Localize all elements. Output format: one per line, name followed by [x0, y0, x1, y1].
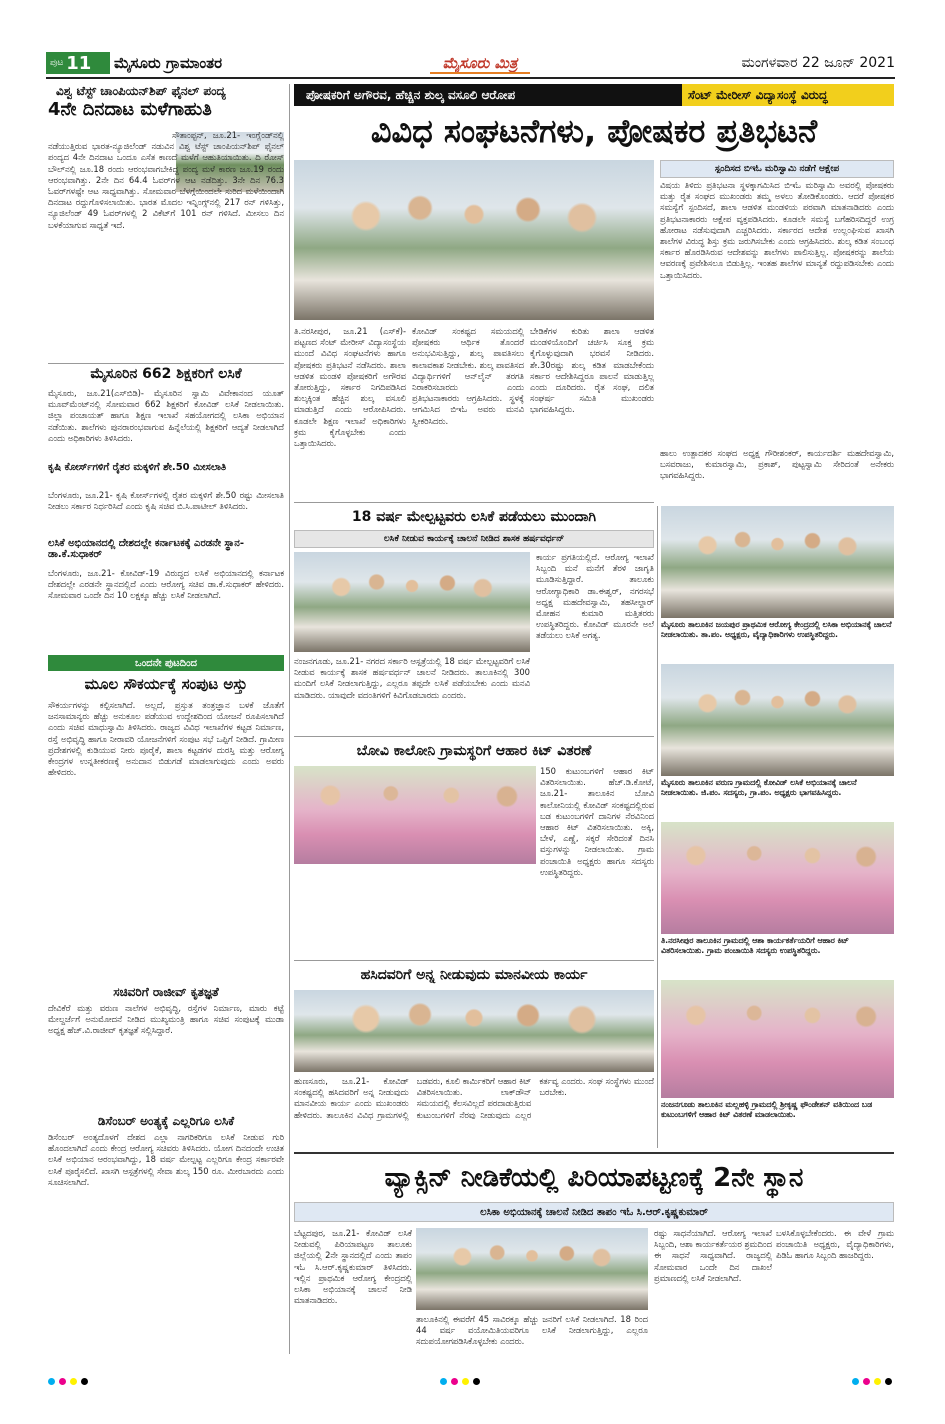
farmers-body: ಬೆಂಗಳೂರು, ಜೂ.21- ಕೃಷಿ ಕೋರ್ಸ್‌ಗಳಲ್ಲಿ ರೈತರ ಮಕ್ಕಳಿಗೆ ಶೇ.50 ರಷ್ಟು ಮೀಸಲಾತಿ ನೀಡಲು ಸರ್ಕಾರ ನಿರ್ಧರಿಸಿದೆ ಎಂದು ಕೃಷಿ ಸಚಿವ ಬಿ.ಸಿ.ಪಾಟೀಲ್ ತಿಳಿಸಿದರು.	[48, 490, 284, 512]
divider	[294, 1152, 894, 1154]
bovi-photo	[294, 766, 536, 864]
section-title: ಮೈಸೂರು ಗ್ರಾಮಾಂತರ	[114, 54, 223, 72]
magenta-dot	[863, 1378, 870, 1385]
column-divider	[289, 84, 290, 1354]
farmers-subhead: ಕೃಷಿ ಕೋರ್ಸ್‌ಗಳಿಗೆ ರೈತರ ಮಕ್ಕಳಿಗೆ ಶೇ.50 ಮೀಸಲಾತಿ	[48, 462, 227, 473]
periyapatna-subhead: ಲಸಿಕಾ ಅಭಿಯಾನಕ್ಕೆ ಚಾಲನೆ ನೀಡಿದ ತಾಪಂ ಇಓ ಸಿ.ಆರ್.ಕೃಷ್ಣಕುಮಾರ್	[294, 1202, 894, 1222]
bovi-body: 150 ಕುಟುಂಬಗಳಿಗೆ ಆಹಾರ ಕಿಟ್ ವಿತರಿಸಲಾಯಿತು. ಹೆಚ್.ಡಿ.ಕೋಟೆ, ಜೂ.21- ತಾಲೂಕಿನ ಬೋವಿ ಕಾಲೋನಿಯಲ್ಲಿ ಕೋವಿಡ್ ಸಂಕಷ್ಟದಲ್ಲಿರುವ ಬಡ ಕುಟುಂಬಗಳಿಗೆ ದಾನಿಗಳ ನೆರವಿನಿಂದ ಆಹಾರ ಕಿಟ್ ವಿತರಿಸಲಾಯಿತು. ಅಕ್ಕಿ, ಬೇಳೆ, ಎಣ್ಣೆ, ಸಕ್ಕರೆ ಸೇರಿದಂತೆ ದಿನಸಿ ವಸ್ತುಗಳನ್ನು ನೀಡಲಾಯಿತು. ಗ್ರಾಮ ಪಂಚಾಯಿತಿ ಅಧ್ಯಕ್ಷರು ಹಾಗೂ ಸದಸ್ಯರು ಉಪಸ್ಥಿತರಿದ್ದರು.	[540, 766, 654, 877]
divider	[48, 363, 284, 364]
continued-from-front-bar: ಒಂದನೇ ಪುಟದಿಂದ	[48, 655, 284, 671]
protest-side-kicker: ಸ್ಪಂದಿಸದ ಬಿಇಓ ಮರಿಸ್ವಾಮಿ ನಡೆಗೆ ಆಕ್ಷೇಪ	[660, 160, 894, 178]
age18-subhead: ಲಸಿಕೆ ನೀಡುವ ಕಾರ್ಯಕ್ಕೆ ಚಾಲನೆ ನೀಡಿದ ಶಾಸಕ ಹರ್ಷವರ್ಧನ್	[294, 530, 654, 548]
cyan-dot	[852, 1378, 859, 1385]
page-label: ಪುಟ	[50, 58, 64, 68]
protest-side-body-2: ಹಾಲು ಉತ್ಪಾದಕರ ಸಂಘದ ಅಧ್ಯಕ್ಷ ಗೌರೀಶಂಕರ್, ಕಾರ್ಯದರ್ಶಿ ಮಹದೇವಸ್ವಾಮಿ, ಬಸವರಾಜು, ಕುಮಾರಸ್ವಾಮಿ, ಪ್ರಕಾಶ್, ಪುಟ್ಟಸ್ವಾಮಿ ಸೇರಿದಂತೆ ಅನೇಕರು ಭಾಗವಹಿಸಿದ್ದರು.	[660, 448, 894, 481]
jayapura-photo	[661, 506, 894, 618]
vaccine-subhead: ಲಸಿಕೆ ಅಭಿಯಾನದಲ್ಲಿ ದೇಶದಲ್ಲೇ ಕರ್ನಾಟಕಕ್ಕೆ ಎರಡನೇ ಸ್ಥಾನ- ಡಾ.ಕೆ.ಸುಧಾಕರ್	[48, 538, 244, 560]
cricket-headline: 4ನೇ ದಿನದಾಟ ಮಳೆಗಾಹುತಿ	[48, 99, 212, 120]
cyan-dot	[48, 1378, 55, 1385]
yellow-dot	[462, 1378, 469, 1385]
yellow-dot	[874, 1378, 881, 1385]
black-dot	[81, 1378, 88, 1385]
vaccine-body: ಬೆಂಗಳೂರು, ಜೂ.21- ಕೋವಿಡ್-19 ವಿರುದ್ಧದ ಲಸಿಕೆ ಅಭಿಯಾನದಲ್ಲಿ ಕರ್ನಾಟಕ ದೇಶದಲ್ಲೇ ಎರಡನೇ ಸ್ಥಾನದಲ್ಲಿದೆ ಎಂದು ಆರೋಗ್ಯ ಸಚಿವ ಡಾ.ಕೆ.ಸುಧಾಕರ್ ಹೇಳಿದರು. ಸೋಮವಾರ ಒಂದೇ ದಿನ 10 ಲಕ್ಷಕ್ಕೂ ಹೆಚ್ಚು ಲಸಿಕೆ ನೀಡಲಾಗಿದೆ.	[48, 568, 284, 601]
magenta-dot	[59, 1378, 66, 1385]
periyapatna-body-4: ಬಳಸಿಕೊಳ್ಳಬೇಕೆಂದರು. ಈ ವೇಳೆ ಗ್ರಾಮ ಪಂಚಾಯಿತಿ ಅಧ್ಯಕ್ಷರು, ವೈದ್ಯಾಧಿಕಾರಿಗಳು, ಪಿಡಿಓ ಹಾಗೂ ಸಿಬ್ಬಂದಿ ಹಾಜರಿದ್ದರು.	[776, 1228, 894, 1261]
hunger-photo	[294, 990, 654, 1072]
age18-body-right: ಕಾರ್ಯ ಪ್ರಗತಿಯಲ್ಲಿದೆ. ಆರೋಗ್ಯ ಇಲಾಖೆ ಸಿಬ್ಬಂದಿ ಮನೆ ಮನೆಗೆ ತೆರಳಿ ಜಾಗೃತಿ ಮೂಡಿಸುತ್ತಿದ್ದಾರೆ. ತಾಲೂಕು ಆರೋಗ್ಯಾಧಿಕಾರಿ ಡಾ.ಈಶ್ವರ್, ನಗರಸಭೆ ಅಧ್ಯಕ್ಷ ಮಹದೇವಸ್ವಾಮಿ, ತಹಸೀಲ್ದಾರ್ ಮೋಹನ ಕುಮಾರಿ ಮತ್ತಿತರರು ಉಪಸ್ಥಿತರಿದ್ದರು. ಕೋವಿಡ್ ಮೂರನೇ ಅಲೆ ತಡೆಯಲು ಲಸಿಕೆ ಅಗತ್ಯ.	[536, 552, 654, 641]
asha-photo	[661, 822, 894, 934]
cyan-dot	[440, 1378, 447, 1385]
protest-kicker-yellow: ಸೆಂಟ್ ಮೇರೀಸ್ ವಿದ್ಯಾಸಂಸ್ಥೆ ವಿರುದ್ಧ	[682, 84, 894, 106]
protest-body-3: ಬೇಡಿಕೆಗಳ ಕುರಿತು ಶಾಲಾ ಆಡಳಿತ ಮಂಡಳಿಯೊಂದಿಗೆ ಚರ್ಚಿಸಿ ಸೂಕ್ತ ಕ್ರಮ ಕೈಗೊಳ್ಳುವುದಾಗಿ ಭರವಸೆ ನೀಡಿದರು. ಶೇ.30ರಷ್ಟು ಶುಲ್ಕ ಕಡಿತ ಮಾಡಬೇಕೆಂದು ಸರ್ಕಾರ ಆದೇಶಿಸಿದ್ದರೂ ಪಾಲನೆ ಮಾಡುತ್ತಿಲ್ಲ ಎಂದು ದೂರಿದರು. ರೈತ ಸಂಘ, ದಲಿತ ಸಂಘರ್ಷ ಸಮಿತಿ ಮುಖಂಡರು ಭಾಗವಹಿಸಿದ್ದರು.	[530, 326, 654, 415]
black-dot	[473, 1378, 480, 1385]
periyapatna-headline: ವ್ಯಾಕ್ಸಿನ್ ನೀಡಿಕೆಯಲ್ಲಿ ಪಿರಿಯಾಪಟ್ಟಣಕ್ಕೆ 2ನೇ ಸ್ಥಾನ	[384, 1163, 804, 1193]
divider	[294, 736, 654, 737]
print-registration-marks	[440, 1378, 480, 1385]
protest-kicker-black: ಪೋಷಕರಿಗೆ ಅಗೌರವ, ಹೆಚ್ಚಿನ ಶುಲ್ಕ ವಸೂಲಿ ಆರೋಪ	[294, 84, 682, 106]
divider	[294, 960, 654, 961]
divider	[294, 502, 654, 503]
bovi-headline: ಬೋವಿ ಕಾಲೋನಿ ಗ್ರಾಮಸ್ಥರಿಗೆ ಆಹಾರ ಕಿಟ್ ವಿತರಣೆ	[356, 743, 592, 759]
page-number-box	[46, 52, 110, 74]
mallahalli-photo	[661, 980, 894, 1098]
rajeev-body: ದೇವಿಕೆರೆ ಮತ್ತು ವರುಣ ನಾಲೆಗಳ ಅಭಿವೃದ್ಧಿ, ರಸ್ತೆಗಳ ನಿರ್ಮಾಣ, ಮಾರು ಕಟ್ಟೆ ಮೇಲ್ದರ್ಜೆಗೆ ಅನುಮೋದನೆ ನೀಡಿದ ಮುಖ್ಯಮಂತ್ರಿ ಹಾಗೂ ಸಚಿವ ಸಂಪುಟಕ್ಕೆ ಮುಡಾ ಅಧ್ಯಕ್ಷ ಹೆಚ್.ವಿ.ರಾಜೀವ್ ಕೃತಜ್ಞತೆ ಸಲ್ಲಿಸಿದ್ದಾರೆ.	[48, 1003, 284, 1036]
december-subhead: ಡಿಸೆಂಬರ್ ಅಂತ್ಯಕ್ಕೆ ಎಲ್ಲರಿಗೂ ಲಸಿಕೆ	[97, 1114, 235, 1128]
periyapatna-body-2: ತಾಲೂಕಿನಲ್ಲಿ ಈವರೆಗೆ 45 ಸಾವಿರಕ್ಕೂ ಹೆಚ್ಚು ಜನರಿಗೆ ಲಸಿಕೆ ನೀಡಲಾಗಿದೆ. 18 ರಿಂದ 44 ವರ್ಷ ವಯೋಮಿತಿಯವರಿಗೂ ಲಸಿಕೆ ನೀಡಲಾಗುತ್ತಿದ್ದು, ಎಲ್ಲರೂ ಸದುಪಯೋಗಪಡಿಸಿಕೊಳ್ಳಬೇಕು ಎಂದರು.	[416, 1314, 648, 1347]
column-divider	[657, 506, 658, 1148]
jayapura-caption: ಮೈಸೂರು ತಾಲೂಕಿನ ಜಯಪುರ ಪ್ರಾಥಮಿಕ ಆರೋಗ್ಯ ಕೇಂದ್ರದಲ್ಲಿ ಲಸಿಕಾ ಅಭಿಯಾನಕ್ಕೆ ಚಾಲನೆ ನೀಡಲಾಯಿತು. ತಾ.ಪಂ. ಅಧ್ಯಕ್ಷರು, ವೈದ್ಯಾಧಿಕಾರಿಗಳು ಉಪಸ್ಥಿತರಿದ್ದರು.	[661, 620, 892, 640]
protest-body-2: ಕೋವಿಡ್ ಸಂಕಷ್ಟದ ಸಮಯದಲ್ಲಿ ಪೋಷಕರು ಆರ್ಥಿಕ ತೊಂದರೆ ಅನುಭವಿಸುತ್ತಿದ್ದು, ಶುಲ್ಕ ಪಾವತಿಸಲು ಕಾಲಾವಕಾಶ ನೀಡಬೇಕು. ಶುಲ್ಕ ಪಾವತಿಸದ ವಿದ್ಯಾರ್ಥಿಗಳಿಗೆ ಆನ್‌ಲೈನ್ ತರಗತಿ ನಿರಾಕರಿಸಬಾರದು ಎಂದು ಪ್ರತಿಭಟನಾಕಾರರು ಆಗ್ರಹಿಸಿದರು. ಸ್ಥಳಕ್ಕೆ ಆಗಮಿಸಿದ ಬಿಇಓ ಅವರು ಮನವಿ ಸ್ವೀಕರಿಸಿದರು.	[412, 326, 524, 426]
protest-side-body: ವಿಷಯ ತಿಳಿದು ಪ್ರತಿಭಟನಾ ಸ್ಥಳಕ್ಕಾಗಮಿಸಿದ ಬಿಇಓ ಮರಿಸ್ವಾಮಿ ಅವರಲ್ಲಿ ಪೋಷಕರು ಮತ್ತು ರೈತ ಸಂಘದ ಮುಖಂಡರು ತಮ್ಮ ಅಳಲು ತೋಡಿಕೊಂಡರು. ಆದರೆ ಪೋಷಕರ ಸಮಸ್ಯೆಗೆ ಸ್ಪಂದಿಸದೆ, ಶಾಲಾ ಆಡಳಿತ ಮಂಡಳಿಯ ಪರವಾಗಿ ಮಾತನಾಡಿದರು ಎಂದು ಪ್ರತಿಭಟನಾಕಾರರು ಆಕ್ಷೇಪ ವ್ಯಕ್ತಪಡಿಸಿದರು. ಕೂಡಲೇ ಸಮಸ್ಯೆ ಬಗೆಹರಿಸದಿದ್ದರೆ ಉಗ್ರ ಹೋರಾಟ ನಡೆಸುವುದಾಗಿ ಎಚ್ಚರಿಸಿದರು. ಸರ್ಕಾರದ ಆದೇಶ ಉಲ್ಲಂಘಿಸುವ ಖಾಸಗಿ ಶಾಲೆಗಳ ವಿರುದ್ಧ ಶಿಸ್ತು ಕ್ರಮ ಜರುಗಿಸಬೇಕು ಎಂದು ಆಗ್ರಹಿಸಿದರು. ಶುಲ್ಕ ಕಡಿತ ಸಂಬಂಧ ಸರ್ಕಾರ ಹೊರಡಿಸಿರುವ ಆದೇಶವನ್ನು ಶಾಲೆಗಳು ಪಾಲಿಸುತ್ತಿಲ್ಲ. ಪೋಷಕರನ್ನು ಶಾಲೆಯ ಆವರಣಕ್ಕೆ ಪ್ರವೇಶಿಸಲೂ ಬಿಡುತ್ತಿಲ್ಲ. ಇಂತಹ ಶಾಲೆಗಳ ಮಾನ್ಯತೆ ರದ್ದುಪಡಿಸಬೇಕು ಎಂದು ಒತ್ತಾಯಿಸಿದರು.	[660, 180, 894, 280]
print-registration-marks	[852, 1378, 892, 1385]
protest-photo	[294, 160, 654, 320]
infra-body: ಸೌಕರ್ಯಗಳನ್ನು ಕಲ್ಪಿಸಲಾಗಿದೆ. ಅಲ್ಲದೆ, ಪ್ರಸ್ತುತ ತಂತ್ರಜ್ಞಾನ ಬಳಕೆ ಜೊತೆಗೆ ಜನಸಾಮಾನ್ಯರು ಹೆಚ್ಚು ಅನುಕೂಲ ಪಡೆಯುವ ಉದ್ದೇಶದಿಂದ ಯೋಜನೆ ರೂಪಿಸಲಾಗಿದೆ ಎಂದು ಸಚಿವ ಮಾಧುಸ್ವಾಮಿ ತಿಳಿಸಿದರು. ರಾಜ್ಯದ ವಿವಿಧ ಇಲಾಖೆಗಳ ಕಟ್ಟಡ ನಿರ್ಮಾಣ, ರಸ್ತೆ ಅಭಿವೃದ್ಧಿ ಹಾಗೂ ನೀರಾವರಿ ಯೋಜನೆಗಳಿಗೆ ಸಂಪುಟ ಸಭೆ ಒಪ್ಪಿಗೆ ನೀಡಿದೆ. ಗ್ರಾಮೀಣ ಪ್ರದೇಶಗಳಲ್ಲಿ ಕುಡಿಯುವ ನೀರು ಪೂರೈಕೆ, ಶಾಲಾ ಕಟ್ಟಡಗಳ ದುರಸ್ತಿ ಮತ್ತು ಆರೋಗ್ಯ ಕೇಂದ್ರಗಳ ಉನ್ನತೀಕರಣಕ್ಕೆ ಅನುದಾನ ಬಿಡುಗಡೆ ಮಾಡಲಾಗುವುದು ಎಂದು ಅವರು ಹೇಳಿದರು.	[48, 700, 284, 778]
masthead-rule	[46, 77, 895, 79]
mallahalli-caption: ನಂಜನಗೂಡು ತಾಲೂಕಿನ ಮಲ್ಲಹಳ್ಳಿ ಗ್ರಾಮದಲ್ಲಿ ಶ್ರೀಕೃಷ್ಣ ಫೌಂಡೇಶನ್ ವತಿಯಿಂದ ಬಡ ಕುಟುಂಬಗಳಿಗೆ ಆಹಾರ ಕಿಟ್ ವಿತರಣೆ ಮಾಡಲಾಯಿತು.	[661, 1100, 873, 1120]
cricket-kicker: ವಿಶ್ವ ಟೆಸ್ಟ್ ಚಾಂಪಿಯನ್‌ಶಿಪ್ ಫೈನಲ್ ಪಂದ್ಯ	[56, 84, 226, 98]
magenta-dot	[451, 1378, 458, 1385]
page-number: 11	[66, 52, 92, 74]
infra-headline: ಮೂಲ ಸೌಕರ್ಯಕ್ಕೆ ಸಂಪುಟ ಅಸ್ತು	[84, 675, 248, 693]
asha-caption: ತಿ.ನರಸೀಪುರ ತಾಲೂಕಿನ ಗ್ರಾಮದಲ್ಲಿ ಆಶಾ ಕಾರ್ಯಕರ್ತೆಯರಿಗೆ ಆಹಾರ ಕಿಟ್ ವಿತರಿಸಲಾಯಿತು. ಗ್ರಾಮ ಪಂಚಾಯಿತಿ ಸದಸ್ಯರು ಉಪಸ್ಥಿತರಿದ್ದರು.	[661, 936, 849, 956]
varuna-photo	[661, 664, 894, 776]
hunger-body: ಹುಣಸೂರು, ಜೂ.21- ಕೋವಿಡ್ ಸಂಕಷ್ಟದಲ್ಲಿ ಹಸಿದವರಿಗೆ ಅನ್ನ ನೀಡುವುದು ಮಾನವೀಯ ಕಾರ್ಯ ಎಂದು ಮುಖಂಡರು ಹೇಳಿದರು. ತಾಲೂಕಿನ ವಿವಿಧ ಗ್ರಾಮಗಳಲ್ಲಿ ಬಡವರು, ಕೂಲಿ ಕಾರ್ಮಿಕರಿಗೆ ಆಹಾರ ಕಿಟ್ ವಿತರಿಸಲಾಯಿತು. ಲಾಕ್‌ಡೌನ್ ಸಮಯದಲ್ಲಿ ಕೆಲಸವಿಲ್ಲದೆ ಪರದಾಡುತ್ತಿರುವ ಕುಟುಂಬಗಳಿಗೆ ನೆರವು ನೀಡುವುದು ಎಲ್ಲರ ಕರ್ತವ್ಯ ಎಂದರು. ಸಂಘ ಸಂಸ್ಥೆಗಳು ಮುಂದೆ ಬರಬೇಕು.	[294, 1076, 654, 1120]
december-body: ಡಿಸೆಂಬರ್ ಅಂತ್ಯದೊಳಗೆ ದೇಶದ ಎಲ್ಲಾ ನಾಗರಿಕರಿಗೂ ಲಸಿಕೆ ನೀಡುವ ಗುರಿ ಹೊಂದಲಾಗಿದೆ ಎಂದು ಕೇಂದ್ರ ಆರೋಗ್ಯ ಸಚಿವರು ತಿಳಿಸಿದರು. ಯೋಗ ದಿನದಂದೇ ಉಚಿತ ಲಸಿಕೆ ಅಭಿಯಾನ ಆರಂಭವಾಗಿದ್ದು, 18 ವರ್ಷ ಮೇಲ್ಪಟ್ಟ ಎಲ್ಲರಿಗೂ ಕೇಂದ್ರ ಸರ್ಕಾರವೇ ಲಸಿಕೆ ಪೂರೈಸಲಿದೆ. ಖಾಸಗಿ ಆಸ್ಪತ್ರೆಗಳಲ್ಲಿ ಸೇವಾ ಶುಲ್ಕ 150 ರೂ. ಮೀರಬಾರದು ಎಂದು ಸೂಚಿಸಲಾಗಿದೆ.	[48, 1132, 284, 1187]
teachers-body: ಮೈಸೂರು, ಜೂ.21(ಎಸ್‌ಬಿಡಿ)- ಮೈಸೂರಿನ ಸ್ವಾಮಿ ವಿವೇಕಾನಂದ ಯೂತ್ ಮೂವ್‌ಮೆಂಟ್‌ನಲ್ಲಿ ಸೋಮವಾರ 662 ಶಿಕ್ಷಕರಿಗೆ ಕೋವಿಡ್ ಲಸಿಕೆ ನೀಡಲಾಯಿತು. ಜಿಲ್ಲಾ ಪಂಚಾಯತ್ ಹಾಗೂ ಶಿಕ್ಷಣ ಇಲಾಖೆ ಸಹಯೋಗದಲ್ಲಿ ಲಸಿಕಾ ಅಭಿಯಾನ ನಡೆಯಿತು. ಶಾಲೆಗಳು ಪುನರಾರಂಭವಾಗುವ ಹಿನ್ನೆಲೆಯಲ್ಲಿ ಶಿಕ್ಷಕರಿಗೆ ಆದ್ಯತೆ ನೀಡಲಾಗಿದೆ ಎಂದು ಅಧಿಕಾರಿಗಳು ತಿಳಿಸಿದರು.	[48, 388, 284, 443]
periyapatna-body-1: ಬೆಟ್ಟದಪುರ, ಜೂ.21- ಕೋವಿಡ್ ಲಸಿಕೆ ನೀಡುವಲ್ಲಿ ಪಿರಿಯಾಪಟ್ಟಣ ತಾಲೂಕು ಜಿಲ್ಲೆಯಲ್ಲಿ 2ನೇ ಸ್ಥಾನದಲ್ಲಿದೆ ಎಂದು ತಾಪಂ ಇಓ ಸಿ.ಆರ್.ಕೃಷ್ಣಕುಮಾರ್ ತಿಳಿಸಿದರು. ಇಲ್ಲಿನ ಪ್ರಾಥಮಿಕ ಆರೋಗ್ಯ ಕೇಂದ್ರದಲ್ಲಿ ಲಸಿಕಾ ಅಭಿಯಾನಕ್ಕೆ ಚಾಲನೆ ನೀಡಿ ಮಾತನಾಡಿದರು.	[294, 1228, 412, 1306]
periyapatna-photo	[416, 1228, 648, 1310]
print-registration-marks	[48, 1378, 88, 1385]
paper-name: ಮೈಸೂರು ಮಿತ್ರ	[442, 54, 518, 72]
age18-photo	[294, 552, 530, 652]
age18-headline: 18 ವರ್ಷ ಮೇಲ್ಪಟ್ಟವರು ಲಸಿಕೆ ಪಡೆಯಲು ಮುಂದಾಗಿ	[351, 509, 597, 525]
dateline: ಮಂಗಳವಾರ 22 ಜೂನ್ 2021	[741, 55, 895, 71]
rajeev-subhead: ಸಚಿವರಿಗೆ ರಾಜೀವ್ ಕೃತಜ್ಞತೆ	[113, 985, 219, 999]
hunger-headline: ಹಸಿದವರಿಗೆ ಅನ್ನ ನೀಡುವುದು ಮಾನವೀಯ ಕಾರ್ಯ	[360, 967, 588, 983]
protest-body-1: ತಿ.ನರಸೀಪುರ, ಜೂ.21 (ಎಸ್‌ಕೆ)- ಪಟ್ಟಣದ ಸೆಂಟ್ ಮೇರೀಸ್ ವಿದ್ಯಾಸಂಸ್ಥೆಯ ಮುಂದೆ ವಿವಿಧ ಸಂಘಟನೆಗಳು ಹಾಗೂ ಪೋಷಕರು ಪ್ರತಿಭಟನೆ ನಡೆಸಿದರು. ಶಾಲಾ ಆಡಳಿತ ಮಂಡಳಿ ಪೋಷಕರಿಗೆ ಅಗೌರವ ತೋರುತ್ತಿದ್ದು, ಸರ್ಕಾರ ನಿಗದಿಪಡಿಸಿದ ಶುಲ್ಕಕ್ಕಿಂತ ಹೆಚ್ಚಿನ ಶುಲ್ಕ ವಸೂಲಿ ಮಾಡುತ್ತಿದೆ ಎಂದು ಆರೋಪಿಸಿದರು. ಕೂಡಲೇ ಶಿಕ್ಷಣ ಇಲಾಖೆ ಅಧಿಕಾರಿಗಳು ಕ್ರಮ ಕೈಗೊಳ್ಳಬೇಕು ಎಂದು ಒತ್ತಾಯಿಸಿದರು.	[294, 326, 406, 449]
paper-logo	[420, 52, 540, 74]
periyapatna-body-3: ರಷ್ಟು ಸಾಧನೆಯಾಗಿದೆ. ಆರೋಗ್ಯ ಇಲಾಖೆ ಸಿಬ್ಬಂದಿ, ಆಶಾ ಕಾರ್ಯಕರ್ತೆಯರ ಶ್ರಮದಿಂದ ಈ ಸಾಧನೆ ಸಾಧ್ಯವಾಗಿದೆ. ರಾಜ್ಯದಲ್ಲಿ ಸೋಮವಾರ ಒಂದೇ ದಿನ ದಾಖಲೆ ಪ್ರಮಾಣದಲ್ಲಿ ಲಸಿಕೆ ನೀಡಲಾಗಿದೆ.	[654, 1228, 772, 1283]
black-dot	[885, 1378, 892, 1385]
protest-headline: ವಿವಿಧ ಸಂಘಟನೆಗಳು, ಪೋಷಕರ ಪ್ರತಿಭಟನೆ	[370, 112, 818, 150]
age18-body: ನಂಜನಗೂಡು, ಜೂ.21- ನಗರದ ಸರ್ಕಾರಿ ಆಸ್ಪತ್ರೆಯಲ್ಲಿ 18 ವರ್ಷ ಮೇಲ್ಪಟ್ಟವರಿಗೆ ಲಸಿಕೆ ನೀಡುವ ಕಾರ್ಯಕ್ಕೆ ಶಾಸಕ ಹರ್ಷವರ್ಧನ್ ಚಾಲನೆ ನೀಡಿದರು. ತಾಲೂಕಿನಲ್ಲಿ 300 ಮಂದಿಗೆ ಲಸಿಕೆ ನೀಡಲಾಗುತ್ತಿದ್ದು, ಎಲ್ಲರೂ ತಪ್ಪದೇ ಲಸಿಕೆ ಪಡೆಯಬೇಕು ಎಂದು ಮನವಿ ಮಾಡಿದರು. ಯಾವುದೇ ವದಂತಿಗಳಿಗೆ ಕಿವಿಗೊಡಬಾರದು ಎಂದರು.	[294, 656, 530, 700]
varuna-caption: ಮೈಸೂರು ತಾಲೂಕಿನ ವರುಣ ಗ್ರಾಮದಲ್ಲಿ ಕೋವಿಡ್ ಲಸಿಕೆ ಅಭಿಯಾನಕ್ಕೆ ಚಾಲನೆ ನೀಡಲಾಯಿತು. ಜಿ.ಪಂ. ಸದಸ್ಯರು, ಗ್ರಾ.ಪಂ. ಅಧ್ಯಕ್ಷರು ಭಾಗವಹಿಸಿದ್ದರು.	[661, 778, 857, 798]
cricket-body: ಸೌತಾಂಪ್ಟನ್, ಜೂ.21- ಇಂಗ್ಲೆಂಡ್‌ನಲ್ಲಿ ನಡೆಯುತ್ತಿರುವ ಭಾರತ-ನ್ಯೂಜಿಲೆಂಡ್ ನಡುವಿನ ವಿಶ್ವ ಟೆಸ್ಟ್ ಚಾಂಪಿಯನ್‌ಶಿಪ್ ಫೈನಲ್ ಪಂದ್ಯದ 4ನೇ ದಿನದಾಟ ಒಂದೂ ಎಸೆತ ಕಾಣದೆ ಮಳೆಗೆ ಆಹುತಿಯಾಯಿತು. ದಿ ರೋಸ್ ಬೌಲ್‌ನಲ್ಲಿ ಜೂ.18 ರಂದು ಆರಂಭವಾಗಬೇಕಿದ್ದ ಪಂದ್ಯ ಮಳೆ ಕಾರಣ ಜೂ.19 ರಂದು ಆರಂಭವಾಗಿತ್ತು. 2ನೇ ದಿನ 64.4 ಓವರ್‌ಗಳ ಆಟ ನಡೆದಿತ್ತು. 3ನೇ ದಿನ 76.3 ಓವರ್‌ಗಳಷ್ಟೇ ಆಟ ಸಾಧ್ಯವಾಗಿತ್ತು. ಸೋಮವಾರ ಬೆಳಗ್ಗೆಯಿಂದಲೇ ಸುರಿದ ಮಳೆಯಿಂದಾಗಿ ದಿನದಾಟ ರದ್ದುಗೊಳಿಸಲಾಯಿತು. ಭಾರತ ಮೊದಲ ಇನ್ನಿಂಗ್ಸ್‌ನಲ್ಲಿ 217 ರನ್ ಗಳಿಸಿತ್ತು, ನ್ಯೂಜಿಲೆಂಡ್ 49 ಓವರ್‌ಗಳಲ್ಲಿ 2 ವಿಕೆಟ್‌ಗೆ 101 ರನ್ ಗಳಿಸಿದೆ. ಮೀಸಲು ದಿನ ಬಳಕೆಯಾಗುವ ಸಾಧ್ಯತೆ ಇದೆ.	[48, 130, 284, 230]
teachers-headline: ಮೈಸೂರಿನ 662 ಶಿಕ್ಷಕರಿಗೆ ಲಸಿಕೆ	[90, 366, 242, 382]
yellow-dot	[70, 1378, 77, 1385]
